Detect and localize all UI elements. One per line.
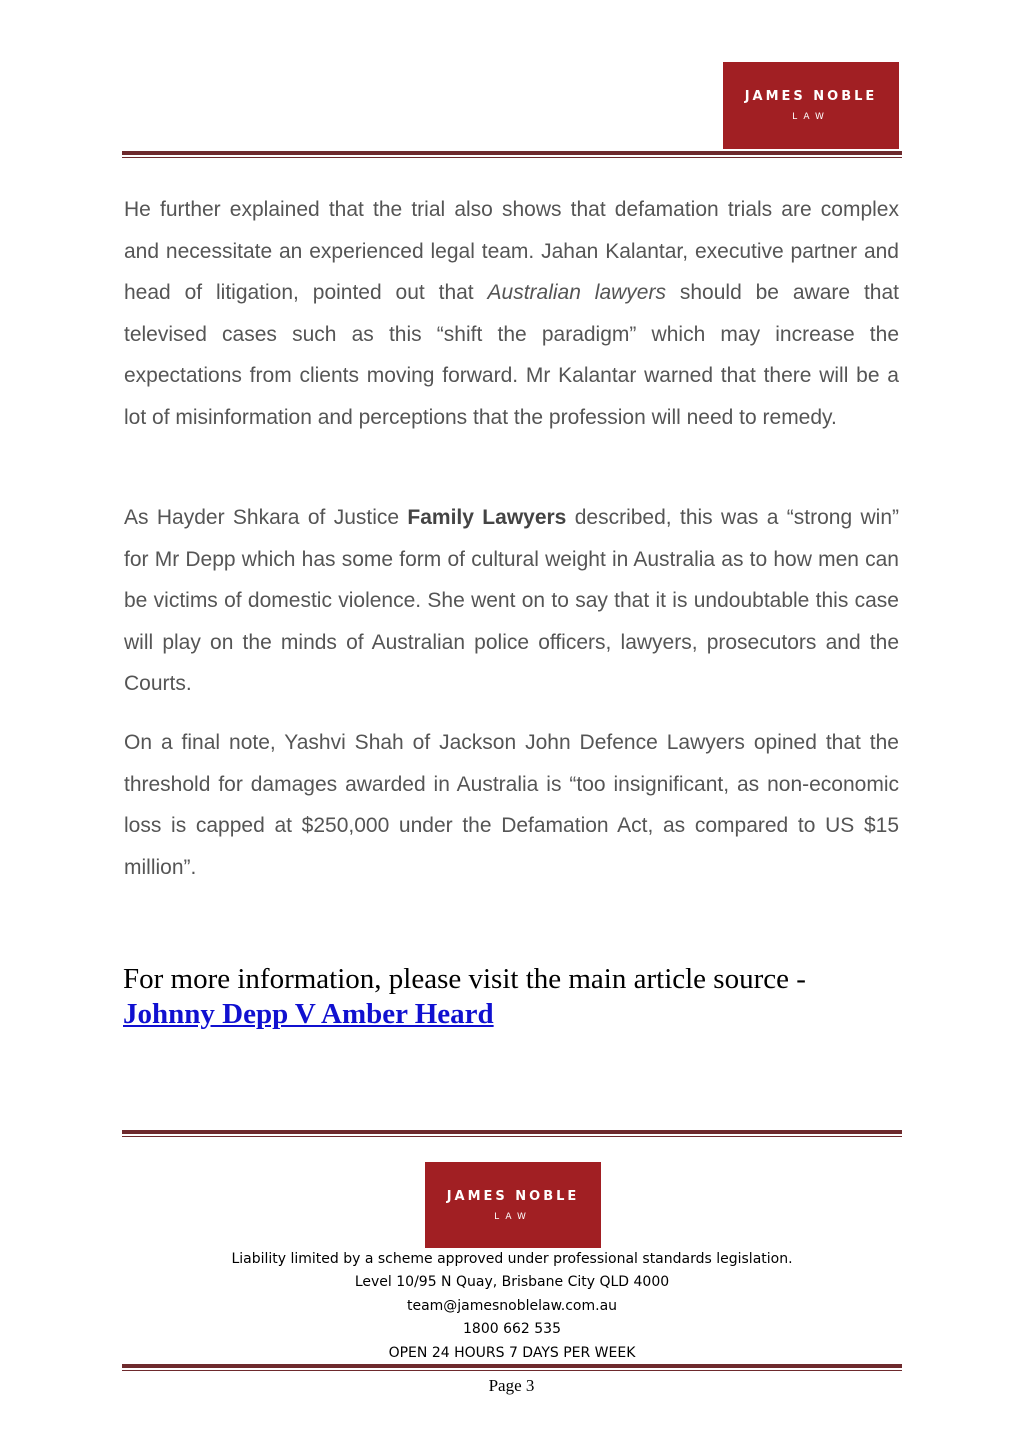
logo-name: JAMES NOBLE	[446, 1188, 580, 1204]
liability-note: Liability limited by a scheme approved under professional standards legislation.	[231, 1251, 793, 1267]
address: Level 10/95 N Quay, Brisbane City QLD 4000	[354, 1274, 670, 1291]
header-divider	[122, 151, 902, 158]
email: team@jamesnoblelaw.com.au	[406, 1297, 618, 1314]
emphasis-family-lawyers: Family Lawyers	[407, 506, 567, 529]
more-info-text: For more information, please visit the main article source -	[123, 963, 806, 995]
footer-divider-top	[122, 1130, 902, 1137]
logo-subtitle: LAW	[792, 112, 830, 122]
header-logo	[723, 62, 899, 149]
paragraph-1: He further explained that the trial also shows that defamation trials are complex and necessitate an experienced legal team. Jahan Kalantar, executive partner and head of litigation, pointed out that Australian lawyers should be aware that televised cases such as this “shift the paradigm” which may increase the expectations from clients moving forward. Mr Kalantar warned that there will be a lot of misinformation and perceptions that the profession will need to remedy.	[124, 198, 899, 429]
page-number: Page 3	[488, 1376, 535, 1395]
logo-name: JAMES NOBLE	[744, 89, 878, 104]
logo-subtitle: LAW	[494, 1211, 532, 1222]
footer-divider-bottom	[122, 1364, 902, 1371]
emphasis-australian-lawyers: Australian lawyers	[487, 281, 666, 305]
phone: 1800 662 535	[463, 1321, 561, 1338]
paragraph-3: On a final note, Yashvi Shah of Jackson John Defence Lawyers opined that the threshold for damages awarded in Australia is “too insignificant, as non-economic loss is capped at $250,000 under the Defamation Act, as compared to US $15 million”.	[124, 731, 899, 879]
paragraph-2: As Hayder Shkara of Justice Family Lawyers described, this was a “strong win” for Mr Depp which has some form of cultural weight in Australia as to how men can be victims of domestic violence. She went on to say that it is undoubtable this case will play on the minds of Australian police officers, lawyers, prosecutors and the Courts.	[124, 506, 899, 696]
footer-info	[122, 1248, 902, 1365]
more-info	[123, 962, 913, 1032]
article-source-link[interactable]: Johnny Depp V Amber Heard	[123, 998, 494, 1030]
hours: OPEN 24 HOURS 7 DAYS PER WEEK	[388, 1344, 636, 1361]
footer-logo	[425, 1162, 601, 1248]
